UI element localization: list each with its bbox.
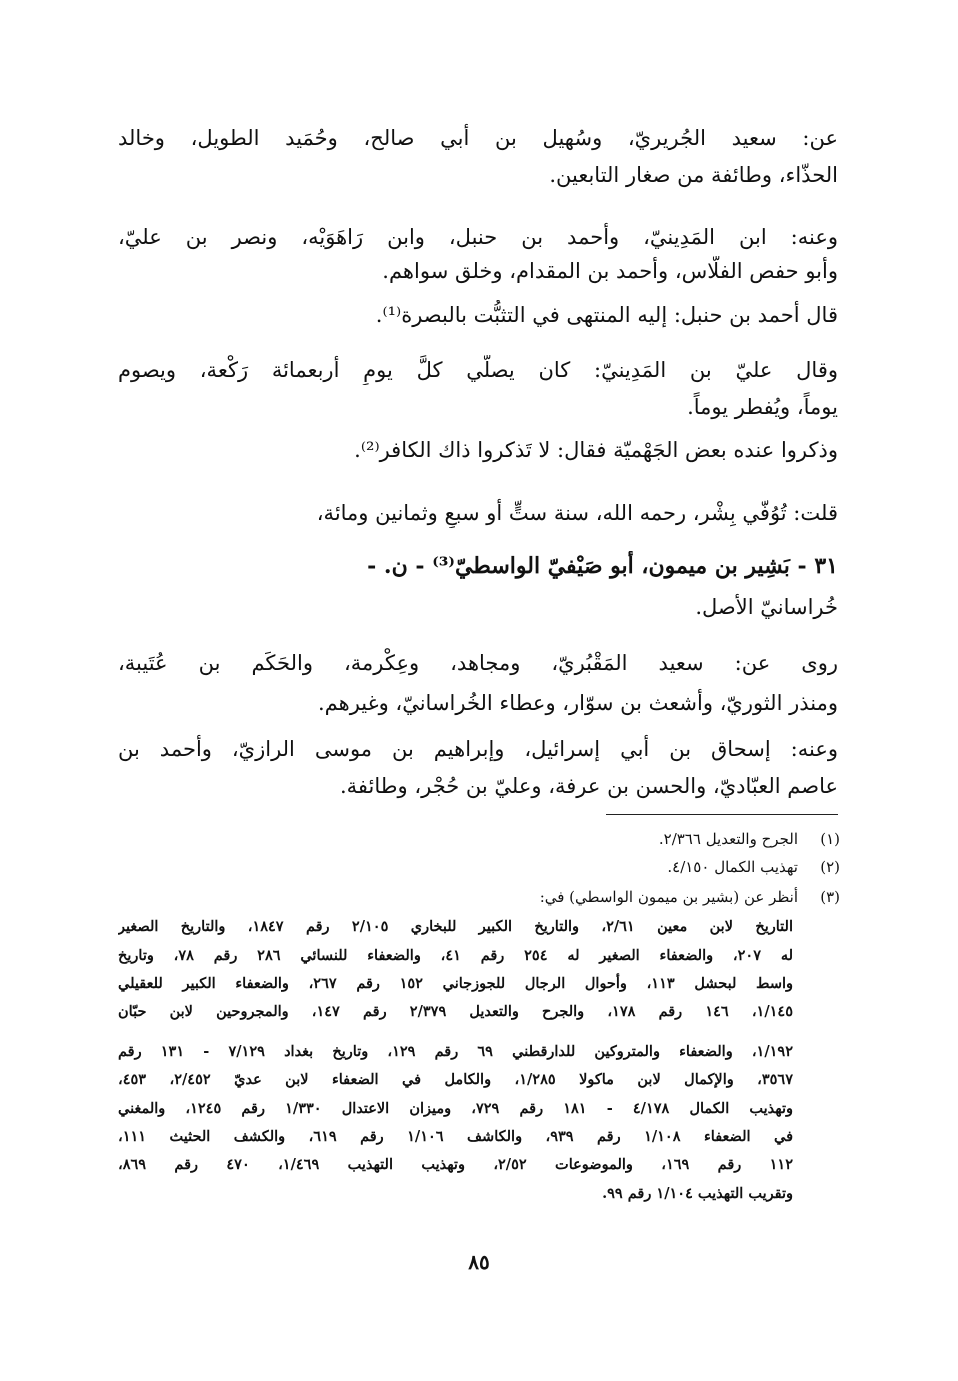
footnote-1-number: (١): [820, 830, 840, 848]
footnote-3-line-7: وتهذيب الكمال ٤/١٧٨ - ١٨١ رقم ٧٢٩، وميزان الاعتدال ١/٣٣٠ رقم ١٢٤٥، والمغني: [118, 1100, 793, 1117]
footnote-3-text: أنظر عن (بشير بن ميمون الواسطي) في:: [539, 888, 798, 906]
footnote-3-line-2: له ٢٠٧، والضعفاء الصغير له ٢٥٤ رقم ٤١، والضعفاء للنسائي ٢٨٦ رقم ٧٨، وتاريخ: [118, 947, 793, 964]
body-line-7: يوماً، ويُفطر يوماً.: [687, 395, 838, 419]
body-line-6: وقال عليّ بن المَدِينيّ: كان يصلّي كلَّ يومٍ أربعمائة رَكْعة، ويصوم: [118, 358, 838, 382]
body-line-3: وعنه: ابن المَدِينيّ، وأحمد بن حنبل، وابن رَاهَوَيْه، ونصر بن عليّ،: [118, 225, 838, 249]
body-line-13: ومنذر الثوريّ، وأشعث بن سوّار، وعطاء الخُراسانيّ، وغيرهم.: [317, 691, 838, 715]
body-line-4: وأبو حفص الفلّاس، وأحمد بن المقدام، وخلق سواهم.: [382, 259, 838, 283]
page-number: ٨٥: [468, 1250, 490, 1274]
footnote-2-text: تهذيب الكمال ٤/١٥٠.: [667, 858, 798, 876]
body-line-5: قال أحمد بن حنبل: إليه المنتهى في التثبُّت بالبصرة⁽¹⁾.: [375, 303, 838, 327]
footnote-3-line-10: وتقريب التهذيب ١/١٠٤ رقم ٩٩.: [602, 1185, 793, 1202]
footnote-3-line-1: التاريخ لابن معين ٢/٦١، والتاريخ الكبير للبخاري ٢/١٠٥ رقم ١٨٤٧، والتاريخ الصغير: [118, 918, 793, 935]
footnote-separator: [606, 814, 838, 815]
body-line-2: الحذّاء، وطائفة من صغار التابعين.: [549, 163, 838, 187]
body-line-8: وذكروا عنده بعض الجَهْميّة فقال: لا تَذكروا ذاك الكافر⁽²⁾.: [354, 438, 838, 462]
footnote-3-line-4: ١/١٤٥، ١٤٦ رقم ١٧٨، والجرح والتعديل ٢/٣٧٩ رقم ١٤٧، والمجروحين لابن حبّان: [118, 1003, 793, 1020]
body-line-15: عاصم العبّاديّ، والحسن بن عرفة، وعليّ بن حُجْر، وطائفة.: [340, 774, 838, 798]
footnote-2-number: (٢): [820, 858, 840, 876]
footnote-3-line-9: ١١٢ رقم ١٦٩، والموضوعات ٢/٥٢، وتهذيب التهذيب ١/٤٦٩، ٤٧٠ رقم ٨٦٩،: [118, 1156, 793, 1173]
footnote-3-line-3: واسط لبحشل ١١٣، وأحوال الرجال للجوزجاني ١٥٢ رقم ٢٦٧، والضعفاء الكبير للعقيلي: [118, 975, 793, 992]
body-line-12: روى عن: سعيد المَقْبُريّ، ومجاهد، وعِكْرمة، والحَكَم بن عُتَيبة،: [118, 651, 838, 675]
entry-heading: ٣١ - بَشِير بن ميمون، أبو صَيْفيّ الواسطيّ⁽³⁾ - ن. -: [367, 553, 838, 579]
footnote-3-line-6: ٣٥٦٧، والإكمال لابن ماكولا ١/٢٨٥، والكامل في الضعفاء لابن عديّ ٢/٤٥٢، ٤٥٣،: [118, 1071, 793, 1088]
footnote-3-number: (٣): [820, 888, 840, 906]
body-line-9: قلت: تُوُفّي بِشْر، رحمه الله، سنة ستٍّ أو سبعٍ وثمانين ومائة،: [316, 501, 838, 525]
body-line-11: خُراسانيّ الأصل.: [695, 595, 838, 619]
footnote-3-line-5: ١/١٩٢، والضعفاء والمتروكين للدارقطني ٦٩ رقم ١٢٩، وتاريخ بغداد ٧/١٢٩ - ١٣١ رقم: [118, 1043, 793, 1060]
body-line-14: وعنه: إسحاق بن أبي إسرائيل، وإبراهيم بن موسى الرازيّ، وأحمد بن: [118, 737, 838, 761]
footnote-1-text: الجرح والتعديل ٢/٣٦٦.: [658, 830, 798, 848]
body-line-1: عن: سعيد الجُريريّ، وسُهيل بن أبي صالح، وحُمَيد الطويل، وخالد: [118, 126, 838, 150]
footnote-3-line-8: في الضعفاء ١/١٠٨ رقم ٩٣٩، والكاشف ١/١٠٦ رقم ٦١٩، والكشف الحثيث ١١١،: [118, 1128, 793, 1145]
